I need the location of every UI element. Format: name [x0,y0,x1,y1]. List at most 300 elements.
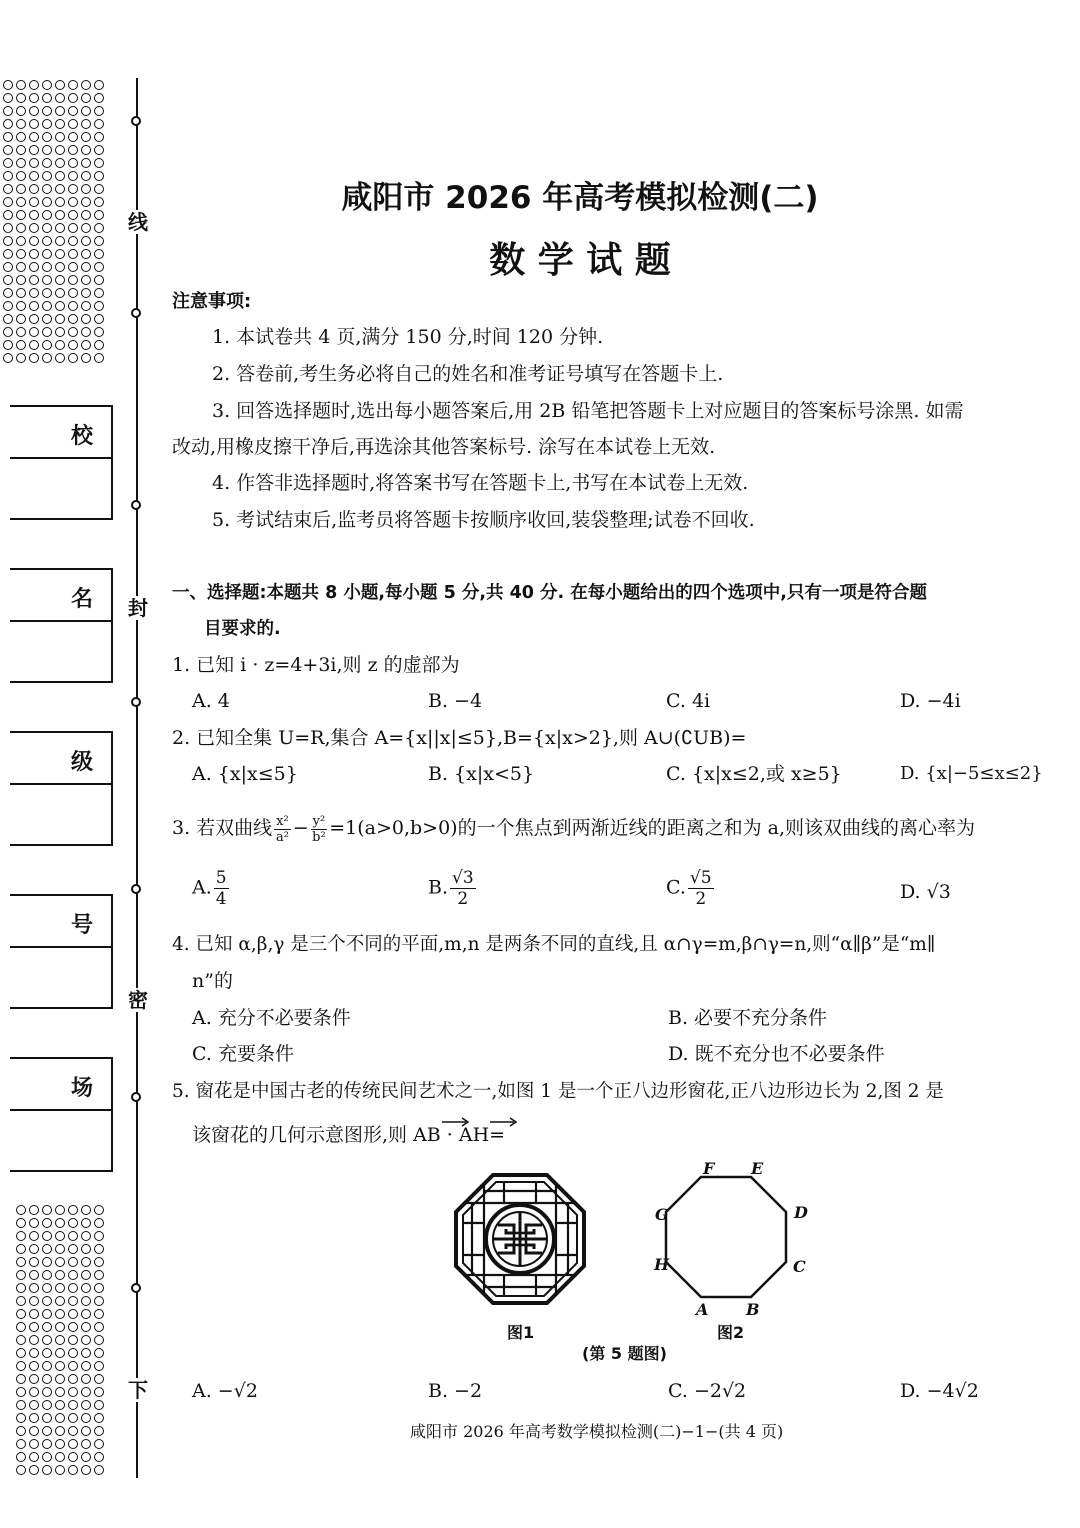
q1-option-d: D. −4i [900,690,961,712]
perforation-dot [3,223,13,233]
perforation-dot [55,80,65,90]
perforation-dot [68,93,78,103]
perforation-dot [16,327,26,337]
perforation-dot [16,340,26,350]
q2-option-b: B. {x|x<5} [428,763,535,785]
perforation-dot [16,1465,26,1475]
perforation-dot [42,353,52,363]
perforation-dot [68,236,78,246]
perforation-dot [29,340,39,350]
perforation-dot [94,1270,104,1280]
perforation-dot [94,1439,104,1449]
perforation-dot [81,1205,91,1215]
perforation-dot [29,1413,39,1423]
perforation-dot [16,132,26,142]
perforation-dot [94,353,104,363]
q3-option-c: C. $\frac{√5}{2}$ [666,868,712,909]
perforation-dot [16,1270,26,1280]
perforation-dot [68,327,78,337]
figure-2-caption: 图2 [717,1323,745,1342]
perforation-dot [81,288,91,298]
perforation-dot [42,249,52,259]
perforation-dot [68,262,78,272]
perforation-dot [68,1361,78,1371]
perforation-dot [68,223,78,233]
perforation-dot [94,288,104,298]
perforation-dot [68,1335,78,1345]
perforation-dot [42,132,52,142]
perforation-dot [29,1465,39,1475]
perforation-dot [55,249,65,259]
perforation-dot [29,1309,39,1319]
binding-ring [131,1092,141,1102]
perforation-dot [55,1231,65,1241]
perforation-dot [81,353,91,363]
perforation-dot [55,1218,65,1228]
perforation-dot [68,1465,78,1475]
perforation-dot [81,1244,91,1254]
perforation-dot [16,197,26,207]
perforation-dot [29,236,39,246]
perforation-dot [94,1322,104,1332]
perforation-dot [68,314,78,324]
perforation-dot [3,119,13,129]
perforation-dot [55,1387,65,1397]
perforation-dot [68,184,78,194]
school-field[interactable] [10,405,113,520]
perforation-dot [16,1244,26,1254]
q3-frac-y: $\frac{\text{y²}}{\text{b²}}$ [312,813,326,845]
perforation-dot [94,1400,104,1410]
perforation-dot [16,1348,26,1358]
exam-subject: 数 学 试 题 [489,240,671,281]
perforation-dot [42,1244,52,1254]
perforation-dot [55,119,65,129]
perforation-dots-top [3,80,107,366]
perforation-dot [3,262,13,272]
perforation-dot [16,184,26,194]
perforation-dot [94,1452,104,1462]
perforation-dot [3,249,13,259]
perforation-dot [3,158,13,168]
perforation-dot [3,197,13,207]
perforation-dot [68,1426,78,1436]
perforation-dot [29,1452,39,1462]
field-label: 名 [70,587,93,612]
perforation-dot [29,275,39,285]
perforation-dot [68,1231,78,1241]
question-5-stem-cont: 该窗花的几何示意图形,则 AB · AH= [192,1124,506,1146]
perforation-dot [94,327,104,337]
perforation-dot [68,119,78,129]
perforation-dot [68,301,78,311]
vector-arrows [440,1114,550,1128]
perforation-dot [68,145,78,155]
perforation-dot [42,327,52,337]
perforation-dot [29,171,39,181]
perforation-dots-bottom [16,1205,107,1478]
perforation-dot [42,223,52,233]
perforation-dot [29,301,39,311]
perforation-dot [55,1322,65,1332]
perforation-dot [29,1257,39,1267]
perforation-dot [42,1400,52,1410]
perforation-dot [68,171,78,181]
perforation-dot [29,1439,39,1449]
perforation-dot [55,1283,65,1293]
perforation-dot [68,158,78,168]
perforation-dot [81,1387,91,1397]
perforation-dot [29,249,39,259]
perforation-dot [29,1231,39,1241]
q1-option-a: A. 4 [192,690,230,712]
perforation-dot [55,1309,65,1319]
perforation-dot [81,145,91,155]
perforation-dot [3,184,13,194]
perforation-dot [55,1426,65,1436]
perforation-dot [16,314,26,324]
notice-item: 2. 答卷前,考生务必将自己的姓名和准考证号填写在答题卡上. [212,363,724,385]
perforation-dot [94,80,104,90]
perforation-dot [29,1426,39,1436]
perforation-dot [42,288,52,298]
perforation-dot [42,80,52,90]
perforation-dot [81,1218,91,1228]
seal-char-line: 线 [128,210,148,234]
seal-char-seal: 封 [128,596,148,620]
perforation-dot [42,1205,52,1215]
perforation-dot [81,80,91,90]
figure-1-caption: 图1 [507,1323,535,1342]
perforation-dot [94,158,104,168]
binding-ring [131,1283,141,1293]
perforation-dot [29,80,39,90]
perforation-dot [42,1322,52,1332]
perforation-dot [94,1283,104,1293]
perforation-dot [94,1465,104,1475]
perforation-dot [3,353,13,363]
perforation-dot [42,106,52,116]
perforation-dot [81,119,91,129]
field-label: 级 [70,750,93,775]
section-heading-cont: 目要求的. [204,619,281,639]
q3-minus: − [292,817,309,839]
perforation-dot [16,1322,26,1332]
perforation-dot [16,275,26,285]
perforation-dot [42,171,52,181]
perforation-dot [94,1335,104,1345]
perforation-dot [55,171,65,181]
perforation-dot [42,340,52,350]
q3-option-a: A. $\frac{5}{4}$ [192,868,227,909]
perforation-dot [68,1374,78,1384]
perforation-dot [16,1231,26,1241]
page-footer: 咸阳市 2026 年高考数学模拟检测(二)−1−(共 4 页) [410,1422,784,1441]
perforation-dot [81,1270,91,1280]
perforation-dot [29,1348,39,1358]
perforation-dot [42,145,52,155]
perforation-dot [94,132,104,142]
perforation-dot [94,1205,104,1215]
perforation-dot [42,1296,52,1306]
class-field[interactable] [10,731,113,846]
perforation-dot [94,1257,104,1267]
perforation-dot [3,171,13,181]
q4-option-a: A. 充分不必要条件 [192,1007,351,1029]
vertex-label-h: H [654,1255,670,1274]
field-label: 校 [70,424,93,449]
name-field[interactable] [10,568,113,683]
question-4-stem-cont: n”的 [192,970,233,992]
octagon-diagram [650,1160,810,1310]
q5-option-b: B. −2 [428,1380,483,1402]
perforation-dot [68,1218,78,1228]
notice-heading: 注意事项: [172,291,252,312]
question-3-stem [172,806,975,850]
perforation-dot [55,275,65,285]
perforation-dot [68,1283,78,1293]
exam-room-field[interactable] [10,1057,113,1172]
perforation-dot [94,1426,104,1436]
perforation-dot [68,249,78,259]
perforation-dot [29,1400,39,1410]
perforation-dot [16,1426,26,1436]
perforation-dot [29,1361,39,1371]
perforation-dot [81,1283,91,1293]
question-2-stem: 2. 已知全集 U=R,集合 A={x||x|≤5},B={x|x>2},则 A∪(∁UB)= [172,727,747,749]
perforation-dot [42,119,52,129]
perforation-dot [29,145,39,155]
perforation-dot [29,210,39,220]
perforation-dot [29,132,39,142]
perforation-dot [68,1452,78,1462]
perforation-dot [3,288,13,298]
perforation-dot [29,327,39,337]
perforation-dot [42,1387,52,1397]
perforation-dot [55,93,65,103]
perforation-dot [29,184,39,194]
perforation-dot [68,1400,78,1410]
perforation-dot [3,301,13,311]
perforation-dot [16,262,26,272]
perforation-dot [81,301,91,311]
perforation-dot [55,223,65,233]
perforation-dot [16,249,26,259]
perforation-dot [94,340,104,350]
q3-option-d: D. √3 [900,881,951,903]
perforation-dot [3,106,13,116]
perforation-dot [16,1296,26,1306]
q2-option-d: D. {x|−5≤x≤2} [900,763,1043,784]
perforation-dot [68,1348,78,1358]
notice-item: 4. 作答非选择题时,将答案书写在答题卡上,书写在本试卷上无效. [212,472,749,494]
exam-number-field[interactable] [10,894,113,1009]
perforation-dot [16,1361,26,1371]
vertex-label-d: D [794,1203,808,1222]
perforation-dot [3,236,13,246]
perforation-dot [42,1218,52,1228]
q2-option-c: C. {x|x≤2,或 x≥5} [666,763,842,785]
perforation-dot [29,1296,39,1306]
perforation-dot [94,1231,104,1241]
perforation-dot [16,80,26,90]
binding-ring [131,697,141,707]
binding-ring [131,308,141,318]
perforation-dot [16,301,26,311]
perforation-dot [29,288,39,298]
perforation-dot [42,1361,52,1371]
perforation-dot [55,158,65,168]
perforation-dot [29,1322,39,1332]
figure-caption: (第 5 题图) [582,1344,667,1363]
q1-option-b: B. −4 [428,690,483,712]
perforation-dot [29,1335,39,1345]
perforation-dot [94,145,104,155]
perforation-dot [81,327,91,337]
perforation-dot [55,288,65,298]
perforation-dot [81,1413,91,1423]
binding-ring [131,116,141,126]
perforation-dot [3,275,13,285]
perforation-dot [3,80,13,90]
perforation-dot [16,1257,26,1267]
perforation-dot [29,106,39,116]
perforation-dot [81,1231,91,1241]
perforation-dot [55,314,65,324]
perforation-dot [94,1296,104,1306]
perforation-dot [42,275,52,285]
notice-item: 改动,用橡皮擦干净后,再选涂其他答案标号. 涂写在本试卷上无效. [172,436,716,458]
perforation-dot [68,1270,78,1280]
perforation-dot [81,1361,91,1371]
perforation-dot [29,1374,39,1384]
perforation-dot [68,275,78,285]
perforation-dot [68,340,78,350]
binding-ring [131,500,141,510]
perforation-dot [42,1413,52,1423]
perforation-dot [42,1439,52,1449]
perforation-dot [42,1309,52,1319]
perforation-dot [29,314,39,324]
perforation-dot [81,314,91,324]
perforation-dot [68,1439,78,1449]
seal-char-secret: 密 [128,988,148,1012]
perforation-dot [29,119,39,129]
perforation-dot [16,158,26,168]
perforation-dot [16,236,26,246]
perforation-dot [55,340,65,350]
perforation-dot [94,1413,104,1423]
perforation-dot [55,262,65,272]
perforation-dot [16,1335,26,1345]
perforation-dot [3,93,13,103]
perforation-dot [42,210,52,220]
perforation-dot [3,314,13,324]
perforation-dot [42,1452,52,1462]
notice-item: 5. 考试结束后,监考员将答题卡按顺序收回,装袋整理;试卷不回收. [212,509,755,531]
field-label: 场 [70,1076,93,1101]
vertex-label-f: F [703,1159,715,1178]
perforation-dot [55,1374,65,1384]
perforation-dot [16,1374,26,1384]
perforation-dot [42,1270,52,1280]
perforation-dot [42,1283,52,1293]
perforation-dot [16,353,26,363]
perforation-dot [81,1374,91,1384]
perforation-dot [42,1374,52,1384]
perforation-dot [42,184,52,194]
vertex-label-g: G [655,1205,669,1224]
perforation-dot [29,158,39,168]
perforation-dot [94,119,104,129]
perforation-dot [81,1452,91,1462]
perforation-dot [16,288,26,298]
q5-option-c: C. −2√2 [668,1380,747,1402]
perforation-dot [68,1296,78,1306]
perforation-dot [55,1413,65,1423]
perforation-dot [55,1257,65,1267]
q4-option-d: D. 既不充分也不必要条件 [668,1043,885,1065]
perforation-dot [68,1387,78,1397]
perforation-dot [94,1348,104,1358]
perforation-dot [55,236,65,246]
perforation-dot [81,1348,91,1358]
perforation-dot [94,1387,104,1397]
perforation-dot [94,301,104,311]
perforation-dot [68,80,78,90]
perforation-dot [68,210,78,220]
field-label: 号 [70,913,93,938]
perforation-dot [68,288,78,298]
perforation-dot [68,132,78,142]
perforation-dot [29,223,39,233]
perforation-dot [55,1348,65,1358]
perforation-dot [16,210,26,220]
perforation-dot [81,1439,91,1449]
q5-option-a: A. −√2 [192,1380,258,1402]
q3-option-b: B. $\frac{√3}{2}$ [428,868,474,909]
perforation-dot [16,223,26,233]
perforation-dot [68,197,78,207]
q5-option-d: D. −4√2 [900,1380,979,1402]
perforation-dot [55,1361,65,1371]
notice-item: 1. 本试卷共 4 页,满分 150 分,时间 120 分钟. [212,326,604,348]
q3-frac-x: $\frac{\text{x²}}{\text{a²}}$ [275,813,289,845]
perforation-dot [81,1309,91,1319]
perforation-dot [16,1387,26,1397]
perforation-dot [55,1335,65,1345]
q3-stem-post: =1(a>0,b>0)的一个焦点到两渐近线的距离之和为 a,则该双曲线的离心率为 [329,817,975,839]
perforation-dot [16,1205,26,1215]
vertex-label-a: A [696,1300,709,1319]
perforation-dot [16,106,26,116]
perforation-dot [16,145,26,155]
perforation-dot [29,1205,39,1215]
perforation-dot [42,197,52,207]
perforation-dot [55,132,65,142]
perforation-dot [81,1322,91,1332]
perforation-dot [55,145,65,155]
perforation-dot [16,171,26,181]
perforation-dot [55,184,65,194]
perforation-dot [3,340,13,350]
perforation-dot [55,1400,65,1410]
perforation-dot [81,1426,91,1436]
perforation-dot [81,1400,91,1410]
vertex-label-c: C [793,1257,806,1276]
perforation-dot [94,1361,104,1371]
perforation-dot [3,145,13,155]
